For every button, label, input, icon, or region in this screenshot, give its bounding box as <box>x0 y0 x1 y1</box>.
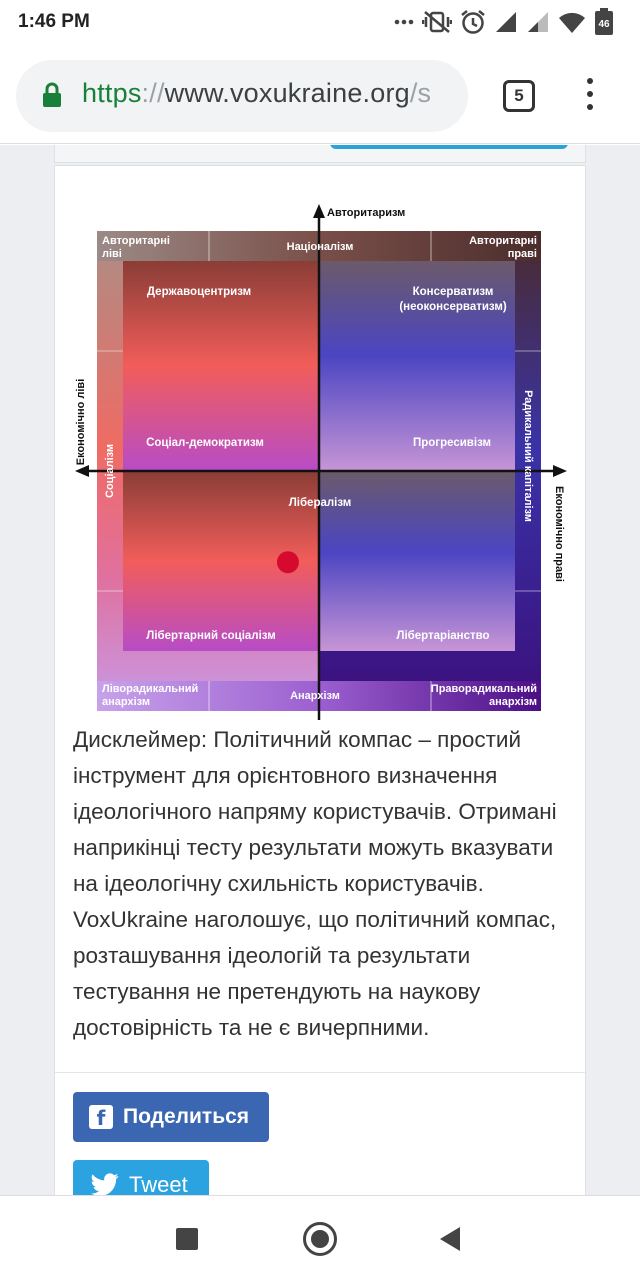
ideology-label-libertarianism: Лібертаріанство <box>396 630 490 642</box>
battery-level: 46 <box>598 19 610 30</box>
axis-arrow-right-icon <box>553 465 567 477</box>
axis-arrow-up-icon <box>313 204 325 218</box>
edge-bottom-left-label: Ліворадикальний анархізм <box>102 683 199 708</box>
back-icon[interactable] <box>440 1227 460 1251</box>
browser-toolbar <box>0 44 640 144</box>
disclaimer-text: Дисклеймер: Політичний компас – простий інструмент для орієнтовного визначення ідеологічного напряму користувачів. Отримані наприкінці тесту результати можуть вказувати на ідеологічну схильність користувачів. VoxUkraine наголошує, що політичний компас, розташування ідеологій та результати тестування не претендують на наукову достовірність та не є вичерпними. <box>73 727 557 1040</box>
axis-label-top: Авторитаризм <box>327 207 406 219</box>
political-compass <box>75 180 571 720</box>
web-page <box>0 145 640 1195</box>
recents-icon[interactable] <box>176 1228 198 1250</box>
url-host: www.voxukraine.org <box>164 78 410 108</box>
ideology-label-libertarian-socialism: Лібертарний соціалізм <box>146 630 276 642</box>
lock-icon <box>42 82 62 108</box>
status-icons <box>394 8 614 36</box>
axis-label-left: Економічно ліві <box>75 378 87 466</box>
signal-weak-icon <box>526 10 550 34</box>
facebook-icon: f <box>89 1105 113 1129</box>
ideology-label-statism: Державоцентризм <box>146 286 252 298</box>
edge-bottom-center-label: Анархізм <box>290 690 340 702</box>
ideology-label-conservatism: Консерватизм (неоконсерватизм) <box>399 286 507 313</box>
edge-top-left-label: Авторитарні ліві <box>102 235 170 260</box>
home-icon[interactable] <box>303 1222 337 1256</box>
divider <box>55 1072 587 1073</box>
axis-arrow-left-icon <box>75 465 89 477</box>
url-field[interactable] <box>16 60 468 132</box>
url-scheme: https <box>82 78 142 108</box>
tab-switcher-button[interactable]: 5 <box>503 80 535 112</box>
signal-icon <box>494 10 518 34</box>
previous-card-button[interactable] <box>330 145 568 149</box>
edge-top-right-label: Авторитарні праві <box>469 235 537 260</box>
wifi-icon <box>558 10 586 34</box>
edge-left-label: Соціалізм <box>104 444 116 498</box>
status-bar <box>0 0 640 44</box>
battery-icon <box>594 8 614 36</box>
status-time: 1:46 PM <box>18 11 90 32</box>
twitter-bird-icon <box>91 1173 119 1195</box>
system-navigation-bar <box>0 1195 640 1280</box>
ideology-label-social-democracy: Соціал-демократизм <box>146 437 264 449</box>
edge-top-center-label: Націоналізм <box>286 241 354 253</box>
browser-menu-button[interactable] <box>580 78 600 118</box>
compass-card <box>54 165 586 1195</box>
url-separator: :// <box>141 78 165 108</box>
user-result-dot <box>277 551 299 573</box>
edge-right-label: Радикальний капіталізм <box>522 390 534 522</box>
axis-label-right: Економічно праві <box>553 486 565 582</box>
ideology-label-progressivism: Прогресивізм <box>412 437 492 449</box>
facebook-share-label: Поделиться <box>123 1105 250 1128</box>
ideology-label-liberalism: Лібералізм <box>288 497 352 509</box>
facebook-share-button[interactable] <box>73 1092 269 1142</box>
url-text <box>82 78 431 109</box>
tweet-label: Tweet <box>129 1172 188 1195</box>
edge-bottom-right-label: Праворадикальний анархізм <box>430 683 537 708</box>
tweet-button[interactable] <box>73 1160 209 1195</box>
more-dots-icon <box>394 19 414 25</box>
alarm-icon <box>460 9 486 35</box>
vibrate-off-icon <box>422 10 452 34</box>
url-path: /s <box>409 78 432 108</box>
